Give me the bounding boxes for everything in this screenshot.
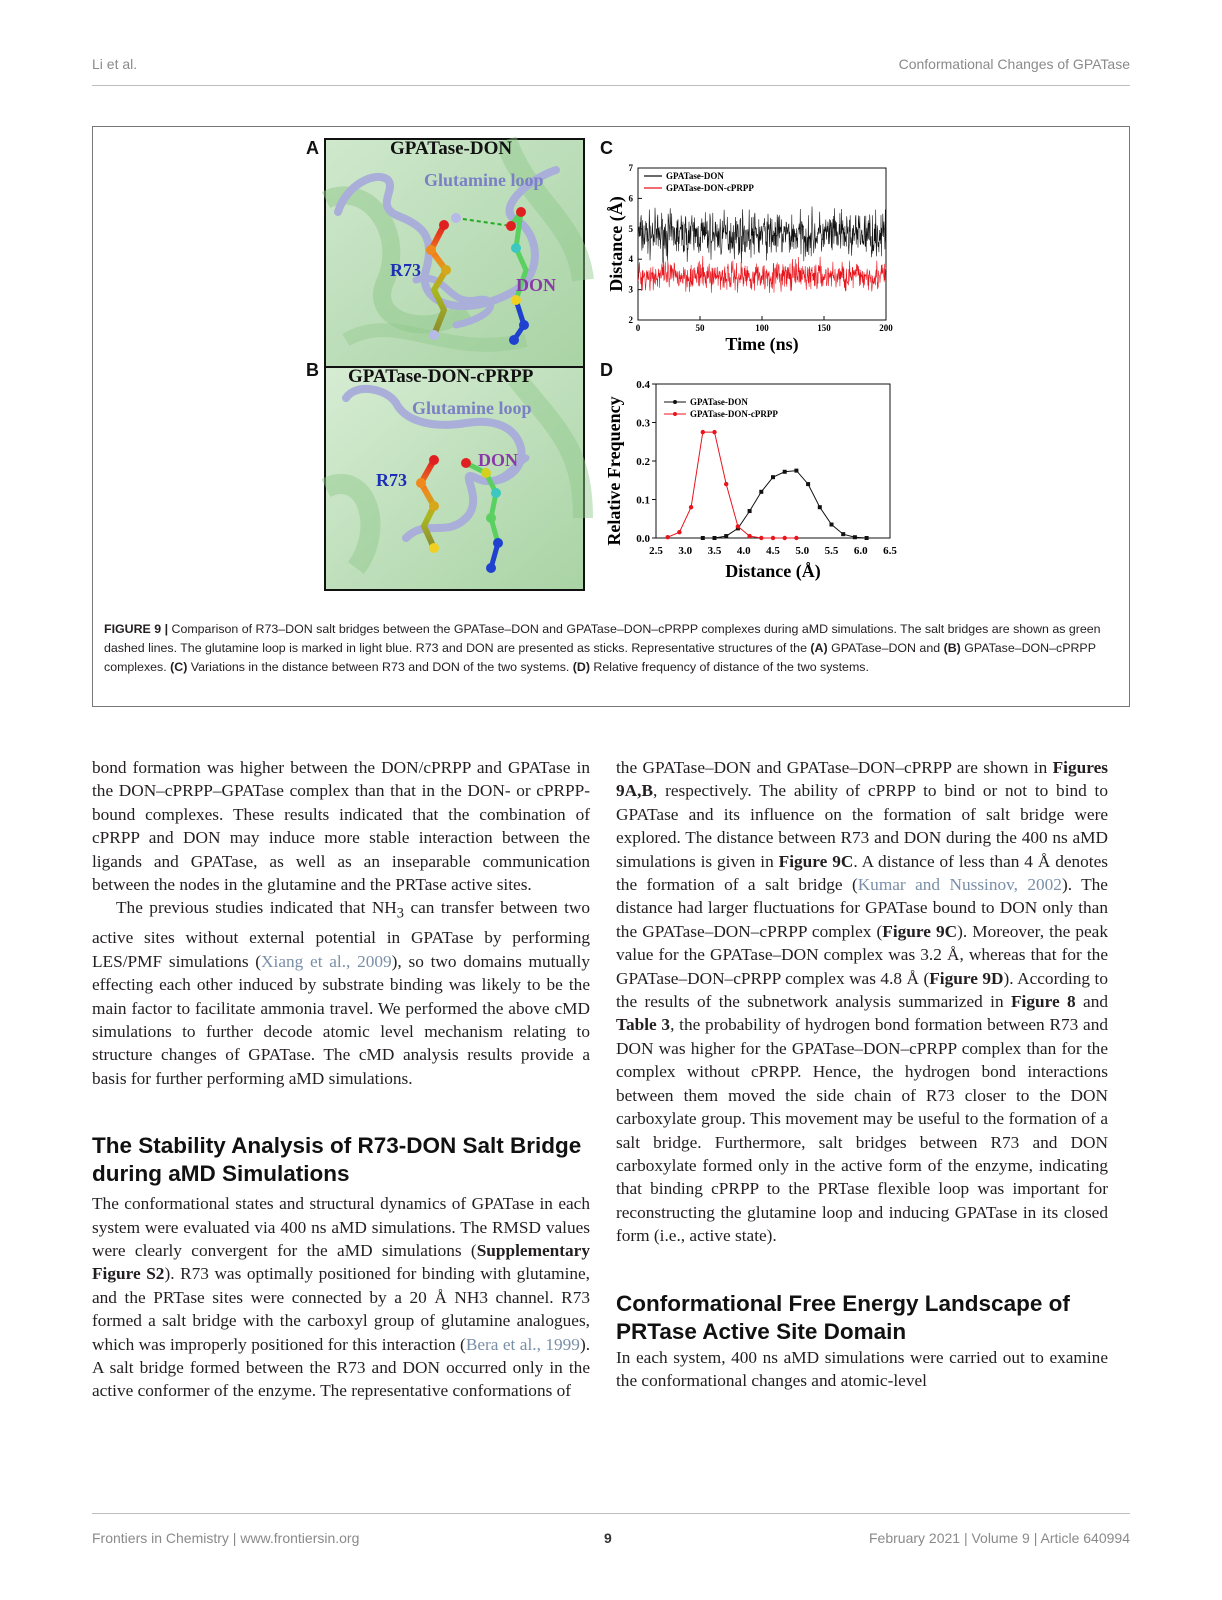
figure-link[interactable]: Figure 9C xyxy=(882,921,958,941)
caption-ref-b: (B) xyxy=(943,641,961,656)
data-point xyxy=(701,536,705,540)
data-point xyxy=(806,482,810,486)
text-run: ). Moreover, the peak value for the GPATase–DON complex was 3.2 Å, whereas that for the GPATase–DON–cPRPP complex was 4.8 Å ( xyxy=(616,921,1108,988)
x-tick-label: 100 xyxy=(755,323,769,333)
data-point xyxy=(783,536,787,540)
x-tick-label: 3.0 xyxy=(678,545,693,557)
panel-a-loop-label: Glutamine loop xyxy=(424,170,544,190)
legend-marker xyxy=(673,400,677,404)
y-tick-label: 0.1 xyxy=(636,494,650,507)
data-point xyxy=(724,534,728,538)
table-link[interactable]: Table 3 xyxy=(616,1015,671,1035)
data-point xyxy=(701,430,705,434)
text-run: , respectively. The ability of cPRPP to bind or not to bind to GPATase and its influence on the formation of salt bridge were explored. The distance between R73 and DON during the 400 ns aMD simulations is given in xyxy=(616,781,1108,871)
structure-image-a xyxy=(324,138,585,368)
footer-journal[interactable]: Frontiers in Chemistry | www.frontiersin.org xyxy=(92,1530,360,1546)
text-run: , the probability of hydrogen bond formation between R73 and DON was higher for the GPATase–DON–cPRPP complex than for the complex without cPRPP. Hence, the hydrogen bond interactions between them moved the side chain of R73 closer to the DON carboxylate group. This movement may be useful to the formation of a salt bridge. Furthermore, salt bridges between R73 and DON carboxylate formed only in the active form of the enzyme, indicating that binding cPRPP to the PRTase flexible loop was important for reconstructing the glutamine loop and inducing GPATase in its closed form (i.e., active state). xyxy=(616,1015,1108,1246)
figure-link[interactable]: Supplementary Figure S2 xyxy=(92,1240,590,1284)
text-run: ), so two domains mutually effecting each other induced by substrate binding was likely to be the main factor to facilitate ammonia travel. We performed the above cMD simulations to further decode atomic level mechanism relating to structure changes of GPATase. The cMD analysis results provide a basis for further performing aMD simulations. xyxy=(92,951,590,1088)
panel-b-loop-label: Glutamine loop xyxy=(412,398,532,418)
data-point xyxy=(853,535,857,539)
panel-label-b: B xyxy=(306,360,319,380)
panel-label-c: C xyxy=(600,138,613,158)
figure-link[interactable]: Figure 9D xyxy=(929,968,1004,988)
data-point xyxy=(677,530,681,534)
citation-link[interactable]: Bera et al., 1999 xyxy=(465,1334,580,1354)
caption-text: Comparison of R73–DON salt bridges between the GPATase–DON and GPATase–DON–cPRPP complexes during aMD simulations. The salt bridges are shown as green dashed lines. The glutamine loop is marked in light blue. R73 and DON are presented as sticks. Representative structures of the xyxy=(104,622,1101,656)
x-tick-label: 2.5 xyxy=(649,545,663,557)
data-point xyxy=(841,532,845,536)
panel-a-don-label: DON xyxy=(516,275,556,295)
data-point xyxy=(783,470,787,474)
y-tick-label: 3 xyxy=(628,284,633,295)
text-run: can transfer between two active sites without external potential in GPATase by performing LES/PMF simulations ( xyxy=(92,898,591,971)
series-line-0 xyxy=(638,207,886,264)
x-tick-label: 150 xyxy=(817,323,831,333)
running-title: Conformational Changes of GPATase xyxy=(898,56,1130,72)
x-tick-label: 0 xyxy=(635,323,641,333)
panel-label-a: A xyxy=(306,138,319,158)
panel-a-r73-label: R73 xyxy=(390,260,421,280)
figure-link[interactable]: Figure 9C xyxy=(778,851,854,871)
figure-link[interactable]: Figures 9A,B xyxy=(616,758,1108,801)
legend-label: GPATase-DON xyxy=(690,397,748,407)
y-tick-label: 0.4 xyxy=(636,379,650,391)
paragraph xyxy=(92,896,590,1090)
text-run: and xyxy=(1075,992,1108,1012)
panel-b-r73-label: R73 xyxy=(376,470,407,490)
y-tick-label: 5 xyxy=(628,223,633,234)
x-tick-label: 3.5 xyxy=(707,545,722,557)
series-line-1 xyxy=(668,432,797,538)
data-point xyxy=(771,536,775,540)
caption-text: Variations in the distance between R73 and DON of the two systems. xyxy=(187,660,573,675)
paragraph xyxy=(92,1192,590,1403)
citation-link[interactable]: Xiang et al., 2009 xyxy=(261,951,392,971)
y-tick-label: 4 xyxy=(628,254,633,265)
y-tick-label: 0.3 xyxy=(636,417,650,430)
x-axis-label: Time (ns) xyxy=(725,334,799,354)
text-run: ). A salt bridge formed between the R73 and DON occurred only in the active conformer of the enzyme. The representative conformations of xyxy=(92,1334,591,1401)
left-column xyxy=(92,756,590,1403)
header-rule xyxy=(92,85,1130,86)
plot-frame xyxy=(656,384,890,538)
data-point xyxy=(771,475,775,479)
text-run: the GPATase–DON and GPATase–DON–cPRPP are shown in xyxy=(616,758,1053,777)
subscript: 3 xyxy=(396,905,404,922)
text-run: . A distance of less than 4 Å denotes the formation of a salt bridge ( xyxy=(616,851,1108,895)
x-tick-label: 200 xyxy=(879,323,893,333)
figure-link[interactable]: Figure 8 xyxy=(1010,992,1076,1012)
footer-issue: February 2021 | Volume 9 | Article 640994 xyxy=(869,1530,1130,1546)
legend-label: GPATase-DON xyxy=(666,171,724,181)
panel-label-d: D xyxy=(600,360,613,380)
data-point xyxy=(736,524,740,528)
caption-text: GPATase–DON–cPRPP complexes. xyxy=(104,641,1096,675)
caption-label: FIGURE 9 | xyxy=(104,622,169,636)
running-author: Li et al. xyxy=(92,56,138,72)
data-point xyxy=(748,509,752,513)
data-point xyxy=(759,536,763,540)
section-heading: Conformational Free Energy Landscape of PRTase Active Site Domain xyxy=(616,1290,1070,1344)
y-tick-label: 0.2 xyxy=(636,456,650,468)
caption-ref-d: (D) xyxy=(572,660,590,675)
x-axis-label: Distance (Å) xyxy=(725,561,821,581)
text-run: The previous studies indicated that NH xyxy=(116,898,397,918)
legend-label: GPATase-DON-cPRPP xyxy=(666,183,754,193)
figure-caption xyxy=(104,620,1104,678)
paragraph: In each system, 400 ns aMD simulations were carried out to examine the conformational changes and atomic-level xyxy=(616,1347,1108,1390)
section-heading: The Stability Analysis of R73-DON Salt Bridge during aMD Simulations xyxy=(92,1133,582,1187)
page-number: 9 xyxy=(604,1530,612,1546)
y-tick-label: 6 xyxy=(628,193,633,204)
x-tick-label: 6.0 xyxy=(853,545,868,557)
panel-b-title: GPATase-DON-cPRPP xyxy=(348,366,534,387)
caption-text: Relative frequency of distance of the two systems. xyxy=(589,660,869,675)
text-run: The conformational states and structural dynamics of GPATase in each system were evaluated via 400 ns aMD simulations. The RMSD values were clearly convergent for the aMD simulations ( xyxy=(92,1194,590,1260)
footer-rule xyxy=(92,1513,1130,1514)
text-run: ). The distance had larger fluctuations for GPATase bound to DON only than the GPATase–DON–cPRPP complex ( xyxy=(616,875,1108,941)
data-point xyxy=(747,534,751,538)
data-point xyxy=(759,490,763,494)
data-point xyxy=(666,535,670,539)
x-tick-label: 6.5 xyxy=(883,545,897,557)
y-tick-label: 7 xyxy=(628,163,633,173)
data-point xyxy=(865,536,869,540)
x-tick-label: 4.0 xyxy=(736,545,751,557)
data-point xyxy=(830,523,834,527)
text-run: ). According to the results of the subnetwork analysis summarized in xyxy=(616,968,1108,1012)
x-tick-label: 5.0 xyxy=(795,545,810,557)
paragraph xyxy=(616,756,1108,1248)
series-line-1 xyxy=(638,256,886,293)
data-point xyxy=(818,505,822,509)
y-axis-label: Distance (Å) xyxy=(606,196,626,292)
legend-marker xyxy=(673,412,677,416)
x-tick-label: 4.5 xyxy=(766,545,780,557)
x-tick-label: 5.5 xyxy=(824,545,839,557)
series-line-0 xyxy=(703,471,867,538)
caption-text: GPATase–DON and xyxy=(827,641,944,656)
x-tick-label: 50 xyxy=(695,323,705,333)
panel-b-don-label: DON xyxy=(478,450,518,470)
paragraph: bond formation was higher between the DON/cPRPP and GPATase in the DON–cPRPP–GPATase complex than that in the DON- or cPRPP-bound complexes. These results indicated that the combination of cPRPP and DON may induce more stable interaction between the ligands and GPATase, as well as an inseparable communication between the nodes in the glutamine and the PRTase active sites. xyxy=(92,758,590,895)
data-point xyxy=(712,430,716,434)
citation-link[interactable]: Kumar and Nussinov, 2002 xyxy=(857,875,1062,895)
chart-c-distance-time xyxy=(606,160,912,355)
y-tick-label: 2 xyxy=(628,315,633,325)
y-axis-label: Relative Frequency xyxy=(604,396,624,546)
data-point xyxy=(689,505,693,509)
data-point xyxy=(794,469,798,473)
data-point xyxy=(713,536,717,540)
text-run: ). R73 was optimally positioned for binding with glutamine, and the PRTase sites were connected by a 20 Å NH3 channel. R73 formed a salt bridge with the carboxyl group of glutamine analogues, which was improperly positioned for this interaction ( xyxy=(92,1264,590,1354)
caption-ref-a: (A) xyxy=(810,641,828,656)
structure-image-b xyxy=(324,366,585,591)
y-tick-label: 0.0 xyxy=(636,533,650,545)
legend-label: GPATase-DON-cPRPP xyxy=(690,409,778,419)
right-column xyxy=(616,756,1108,1392)
caption-ref-c: (C) xyxy=(170,660,188,675)
panel-a-title: GPATase-DON xyxy=(390,138,513,159)
chart-d-relative-frequency xyxy=(604,378,922,596)
data-point xyxy=(724,482,728,486)
data-point xyxy=(794,536,798,540)
